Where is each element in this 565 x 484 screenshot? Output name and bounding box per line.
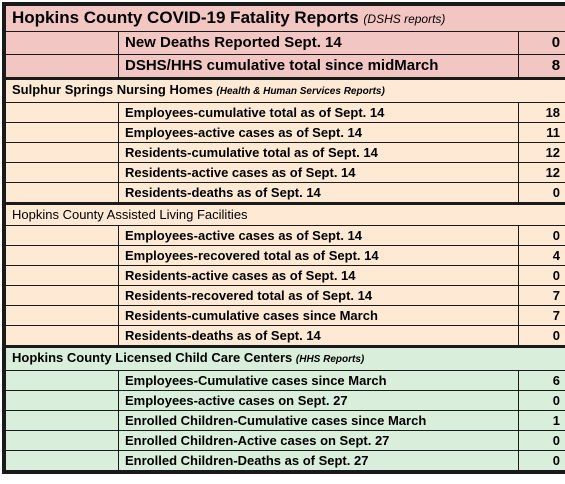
row-value: 12 [519, 163, 565, 183]
row-label: Residents-cumulative total as of Sept. 14 [119, 143, 519, 163]
row-label: Employees-active cases as of Sept. 14 [119, 123, 519, 143]
table-row [6, 431, 565, 451]
row-spacer [6, 183, 119, 204]
row-value: 1 [519, 411, 565, 431]
row-value: 12 [519, 143, 565, 163]
summary-spacer [6, 55, 119, 79]
table-row [6, 123, 565, 143]
row-value: 0 [519, 431, 565, 451]
row-value: 0 [519, 183, 565, 204]
row-value: 0 [519, 451, 565, 471]
title-sub: (DSHS reports) [363, 12, 446, 26]
table-row [6, 266, 565, 286]
summary-label: DSHS/HHS cumulative total since midMarch [119, 55, 519, 79]
table-row [6, 143, 565, 163]
row-value: 18 [519, 103, 565, 123]
row-spacer [6, 103, 119, 123]
row-label: Employees-active cases on Sept. 27 [119, 391, 519, 411]
row-value: 7 [519, 286, 565, 306]
section-header-assisted-living [6, 204, 565, 226]
title-row [6, 6, 565, 32]
row-value: 7 [519, 306, 565, 326]
row-label: Enrolled Children-Active cases on Sept. 27 [119, 431, 519, 451]
row-value: 0 [519, 391, 565, 411]
row-label: Residents-deaths as of Sept. 14 [119, 326, 519, 347]
row-label: Residents-active cases as of Sept. 14 [119, 266, 519, 286]
row-value: 6 [519, 371, 565, 391]
section-heading [6, 79, 565, 103]
summary-spacer [6, 32, 119, 55]
row-spacer [6, 246, 119, 266]
row-value: 11 [519, 123, 565, 143]
row-label: Residents-recovered total as of Sept. 14 [119, 286, 519, 306]
row-spacer [6, 451, 119, 471]
section-heading-text: Hopkins County Licensed Child Care Centers [12, 350, 293, 365]
section-heading-sub: (Health & Human Services Reports) [216, 86, 385, 97]
fatality-report-table [2, 2, 565, 474]
row-label: Enrolled Children-Deaths as of Sept. 27 [119, 451, 519, 471]
row-spacer [6, 306, 119, 326]
summary-label: New Deaths Reported Sept. 14 [119, 32, 519, 55]
row-value: 0 [519, 326, 565, 347]
row-label: Employees-recovered total as of Sept. 14 [119, 246, 519, 266]
table-row [6, 411, 565, 431]
row-label: Enrolled Children-Cumulative cases since March [119, 411, 519, 431]
title-main: Hopkins County COVID-19 Fatality Reports [12, 8, 359, 27]
table-row [6, 246, 565, 266]
row-spacer [6, 391, 119, 411]
summary-row [6, 32, 565, 55]
row-spacer [6, 143, 119, 163]
row-label: Employees-cumulative total as of Sept. 14 [119, 103, 519, 123]
table-row [6, 183, 565, 204]
section-heading [6, 204, 565, 226]
table-row [6, 451, 565, 471]
row-label: Residents-deaths as of Sept. 14 [119, 183, 519, 204]
row-label: Employees-Cumulative cases since March [119, 371, 519, 391]
row-spacer [6, 123, 119, 143]
table-row [6, 286, 565, 306]
summary-value: 8 [519, 55, 565, 79]
row-value: 4 [519, 246, 565, 266]
table-row [6, 163, 565, 183]
table-row [6, 226, 565, 246]
section-header-child-care [6, 347, 565, 371]
section-header-nursing-homes [6, 79, 565, 103]
section-heading-text: Sulphur Springs Nursing Homes [12, 82, 213, 97]
row-value: 0 [519, 266, 565, 286]
row-spacer [6, 163, 119, 183]
table-row [6, 391, 565, 411]
summary-value: 0 [519, 32, 565, 55]
row-label: Residents-active cases as of Sept. 14 [119, 163, 519, 183]
row-spacer [6, 431, 119, 451]
row-spacer [6, 286, 119, 306]
table-row [6, 371, 565, 391]
row-spacer [6, 226, 119, 246]
section-heading-text: Hopkins County Assisted Living Facilities [12, 207, 248, 222]
row-spacer [6, 266, 119, 286]
page-title [6, 6, 565, 32]
summary-row [6, 55, 565, 79]
table-row [6, 306, 565, 326]
table-row [6, 326, 565, 347]
row-value: 0 [519, 226, 565, 246]
row-spacer [6, 326, 119, 347]
row-spacer [6, 411, 119, 431]
section-heading [6, 347, 565, 371]
row-label: Residents-cumulative cases since March [119, 306, 519, 326]
row-spacer [6, 371, 119, 391]
table-row [6, 103, 565, 123]
row-label: Employees-active cases as of Sept. 14 [119, 226, 519, 246]
section-heading-sub: (HHS Reports) [295, 354, 365, 365]
